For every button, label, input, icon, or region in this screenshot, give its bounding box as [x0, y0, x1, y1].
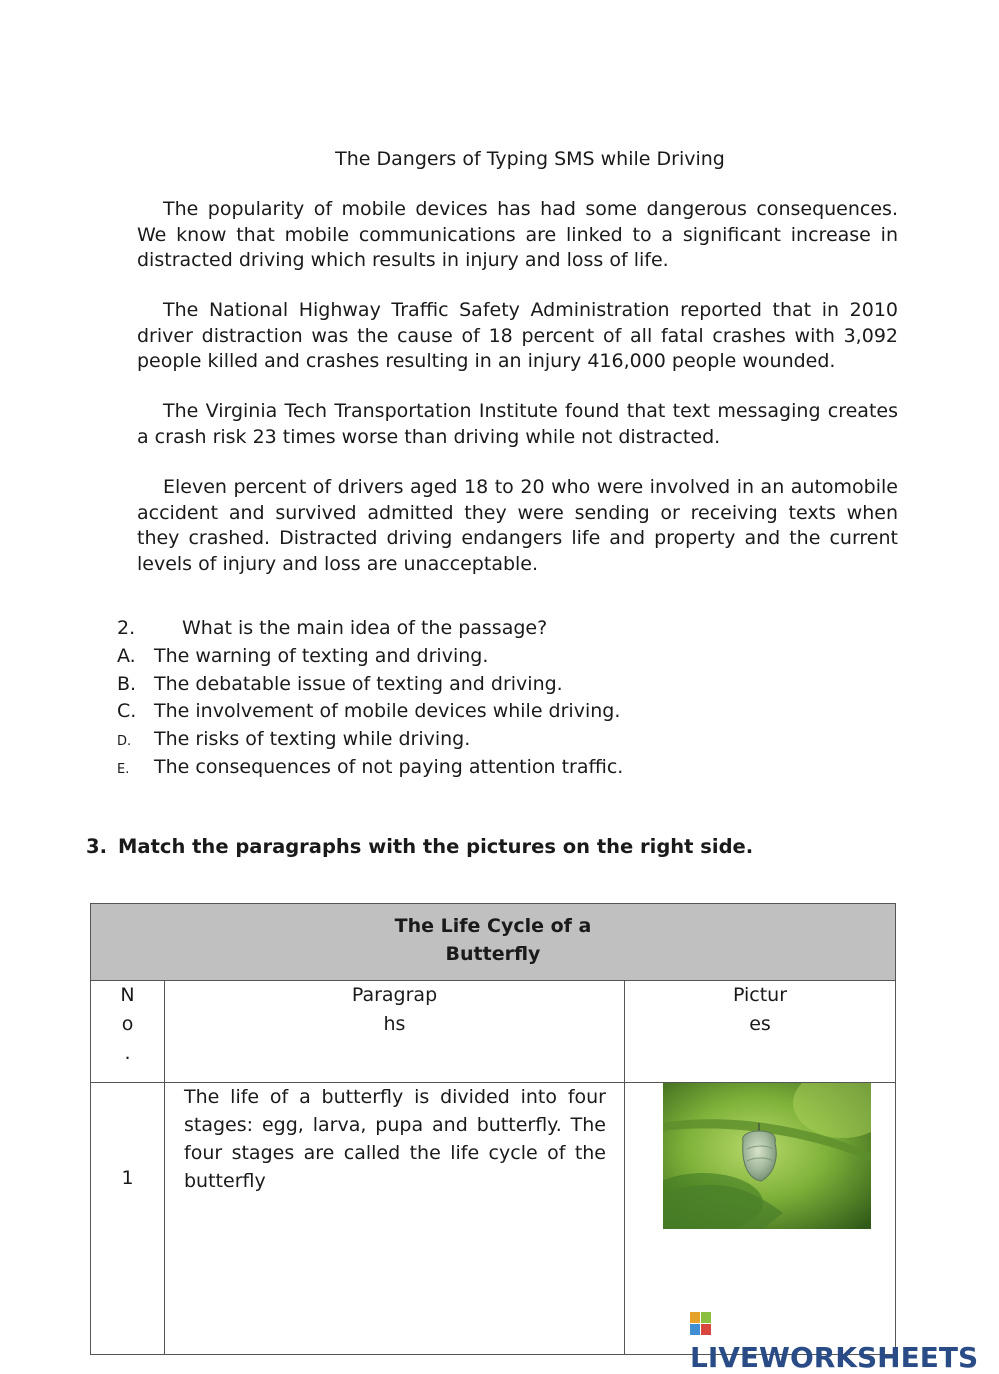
row-number: 1: [91, 1083, 165, 1355]
question-text: What is the main idea of the passage?: [182, 617, 548, 639]
section-3-heading: [86, 835, 753, 858]
option-label: E.: [117, 762, 130, 777]
header-no-line: N: [120, 984, 135, 1006]
header-pictures: [625, 981, 896, 1083]
table-title-cell: [91, 904, 896, 981]
header-no-line: o: [121, 1013, 134, 1035]
option-label: C.: [117, 700, 137, 722]
liveworksheets-logo: [690, 1308, 999, 1374]
option-b[interactable]: [117, 671, 563, 697]
option-d[interactable]: [117, 726, 470, 755]
header-paragraphs: [165, 981, 625, 1083]
passage-paragraph-4: Eleven percent of drivers aged 18 to 20 who were involved in an automobile accident and survived admitted they were sending or receiving texts when they crashed. Distracted driving endangers life and property and the current levels of injury and loss are unacceptable.: [137, 476, 898, 575]
option-label: A.: [117, 645, 136, 667]
header-no-line: .: [124, 1042, 131, 1064]
table-title-line-1: The Life Cycle of a: [394, 915, 592, 937]
option-text: The involvement of mobile devices while driving.: [154, 700, 621, 722]
passage-title: The Dangers of Typing SMS while Driving: [335, 148, 725, 170]
option-text: The debatable issue of texting and driving.: [154, 673, 563, 695]
option-label: D.: [117, 734, 132, 749]
option-label: B.: [117, 673, 137, 695]
header-no: [91, 981, 165, 1083]
option-text: The risks of texting while driving.: [154, 728, 471, 750]
life-cycle-table: [90, 903, 896, 1355]
section-heading-text: Match the paragraphs with the pictures on the right side.: [118, 835, 754, 858]
section-number: 3.: [86, 835, 107, 858]
chrysalis-image: [663, 1083, 871, 1229]
passage-paragraph-1: The popularity of mobile devices has had some dangerous consequences. We know that mobile communications are linked to a significant increase in distracted driving which results in injury and loss of life.: [137, 198, 898, 271]
passage-paragraph-2: The National Highway Traffic Safety Administration reported that in 2010 driver distraction was the cause of 18 percent of all fatal crashes with 3,092 people killed and crashes resulting in an injury 416,000 people wounded.: [137, 299, 898, 372]
header-pictures-line: es: [749, 1013, 771, 1035]
passage-paragraph-3: The Virginia Tech Transportation Institute found that text messaging creates a crash risk 23 times worse than driving while not distracted.: [137, 400, 898, 448]
logo-text: LIVEWORKSHEETS: [690, 1341, 979, 1374]
option-c[interactable]: [117, 698, 620, 724]
header-paragraphs-line: hs: [383, 1013, 406, 1035]
header-paragraphs-line: Paragrap: [351, 984, 438, 1006]
header-pictures-line: Pictur: [732, 984, 788, 1006]
row-paragraph: The life of a butterfly is divided into four stages: egg, larva, pupa and butterfly. The four stages are called the life cycle of the butterfly: [165, 1083, 625, 1355]
logo-icon: [690, 1312, 712, 1336]
question-number: 2.: [117, 617, 136, 639]
option-a[interactable]: [117, 643, 488, 669]
option-e[interactable]: [117, 754, 623, 783]
option-text: The consequences of not paying attention traffic.: [154, 756, 624, 778]
table-title-line-2: Butterfly: [445, 943, 541, 965]
option-text: The warning of texting and driving.: [154, 645, 489, 667]
